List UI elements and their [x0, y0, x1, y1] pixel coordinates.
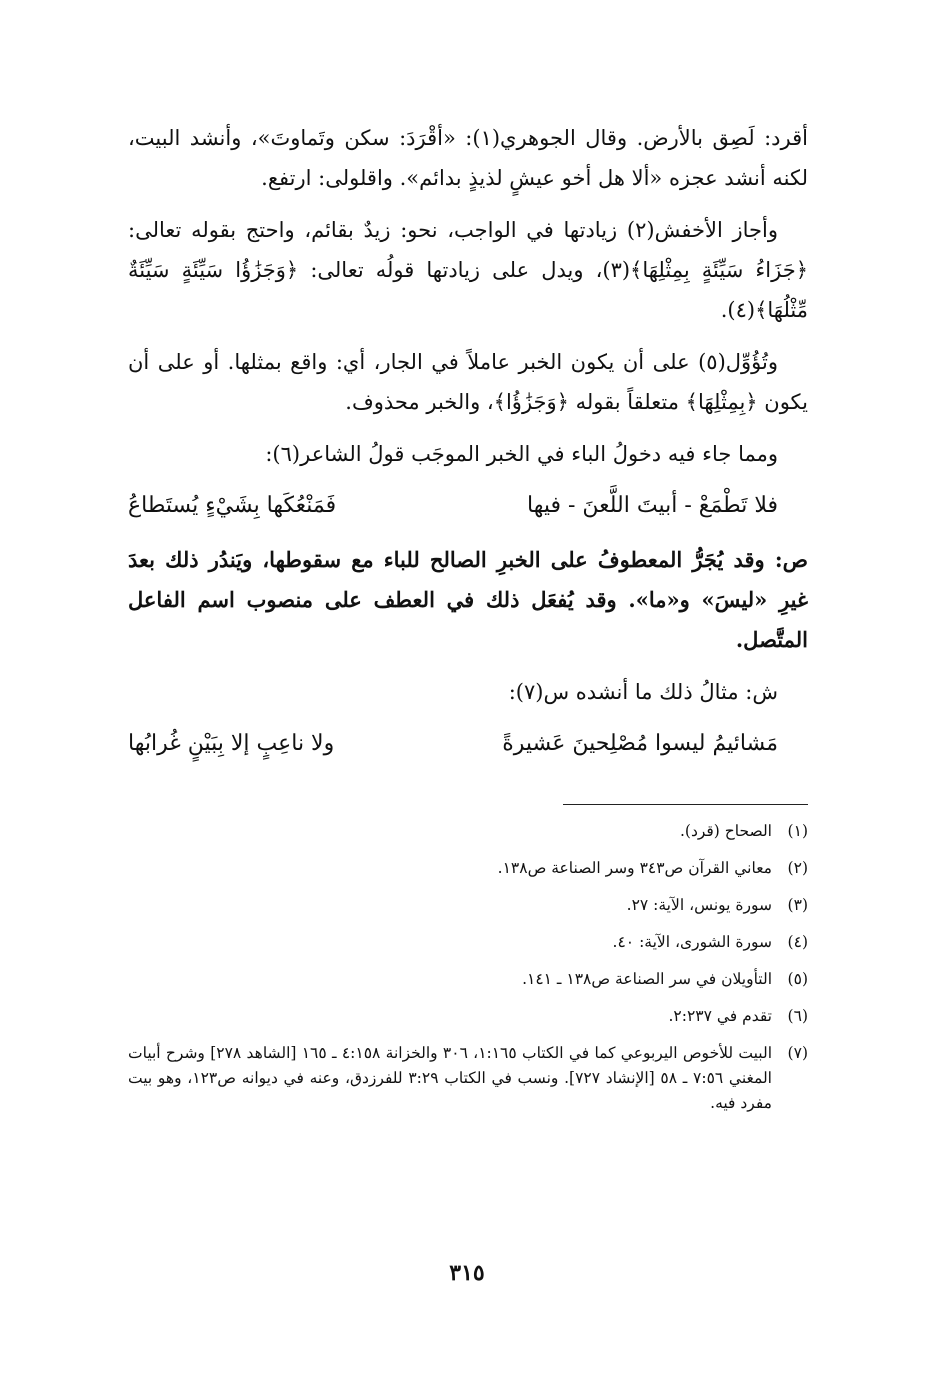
sad-paragraph: ص: وقد يُجَرُّ المعطوفُ على الخبرِ الصالح للباء مع سقوطها، ويَندُر ذلك بعدَ غيرِ «ليسَ» و«ما». وقد يُفعَل ذلك في العطف على منصوب اسم الفاعل المتَّصل.	[128, 547, 808, 652]
footnote-number: (٣)	[787, 896, 808, 914]
paragraph-akhfash: وأجاز الأخفش(٢) زيادتها في الواجب، نحو: زيدٌ بقائم، واحتج بقوله تعالى: ﴿جَزَاءُ سَيِّئَةٍ بِمِثْلِهَا﴾(٣)، ويدل على زيادتها قولُه تعالى: ﴿وَجَزَٰؤُا سَيِّئَةٍ سَيِّئَةٌ مِّثْلُهَا﴾(٤).	[128, 218, 809, 322]
footnote-number: (٦)	[787, 1007, 808, 1025]
verse-line-2	[128, 724, 808, 764]
footnote-number: (٤)	[787, 933, 808, 951]
footnote-text: البيت للأخوص اليربوعي كما في الكتاب ١:١٦٥، ٣٠٦ والخزانة ٤:١٥٨ ـ ١٦٥ [الشاهد ٢٧٨] وشرح أبيات المغني ٧:٥٦ ـ ٥٨ [الإنشاد ٧٢٧]. ونسب في الكتاب ٣:٢٩ للفرزدق، وعنه في ديوانه ص١٢٣، وهو بيت مفرد فيه.	[128, 1044, 773, 1112]
footnote-2	[128, 856, 808, 881]
footnote-3	[128, 893, 808, 918]
footnote-number: (١)	[787, 822, 808, 840]
verse-1-first-hemistich: فلا تَطْمَعْ - أبيتَ اللَّعنَ - فيها	[526, 493, 778, 518]
footnote-1	[128, 819, 808, 844]
verse-line-1	[128, 486, 808, 526]
footnote-text: سورة الشورى، الآية: ٤٠.	[612, 933, 772, 951]
page-number: ٣١٥	[449, 1260, 485, 1286]
paragraph-tuuwwil: وتُؤُوِّل(٥) على أن يكون الخبر عاملاً في الجار، أي: واقع بمثلها. أو على أن يكون ﴿بِمِثْلِهَا﴾ متعلقاً بقوله ﴿وَجَزَٰؤُا﴾، والخبر محذوف.	[128, 350, 808, 414]
footnote-text: التأويلان في سر الصناعة ص١٣٨ ـ ١٤١.	[522, 970, 772, 988]
footnote-text: تقدم في ٢:٢٣٧.	[668, 1007, 772, 1025]
footnote-text: سورة يونس، الآية: ٢٧.	[626, 896, 772, 914]
footnote-text: الصحاح (قرد).	[679, 822, 772, 840]
footnote-4	[128, 930, 808, 955]
footnote-number: (٧)	[787, 1044, 808, 1062]
verse-2-second-hemistich: ولا ناعِبٍ إلا بِبَيْنٍ غُرابُها	[128, 731, 335, 756]
footnote-number: (٢)	[787, 859, 808, 877]
footnote-5	[128, 967, 808, 992]
page-body	[128, 118, 808, 1128]
footnote-7	[128, 1041, 808, 1116]
paragraph-aqrad: أقرد: لَصِق بالأرض. وقال الجوهري(١): «أقْرَدَ: سكن وتَماوتَ»، وأنشد البيت، لكنه أنشد عجزه «ألا هل أخو عيشٍ لذيذٍ بدائم». واقلولى: ارتفع.	[128, 126, 808, 190]
paragraph-shahid-intro: ومما جاء فيه دخولُ الباء في الخبر الموجَب قولُ الشاعر(٦):	[265, 442, 778, 466]
shin-paragraph: ش: مثالُ ذلك ما أنشده س(٧):	[508, 680, 778, 704]
verse-1-second-hemistich: فَمَنْعُكَها بِشَيْءٍ يُستَطاعُ	[128, 493, 337, 518]
footnote-text: معاني القرآن ص٣٤٣ وسر الصناعة ص١٣٨.	[497, 859, 772, 877]
verse-2-first-hemistich: مَشائيمُ ليسوا مُصْلِحينَ عَشيرةً	[502, 731, 778, 756]
footnote-number: (٥)	[787, 970, 808, 988]
footnote-separator	[563, 804, 808, 805]
footnote-6	[128, 1004, 808, 1029]
